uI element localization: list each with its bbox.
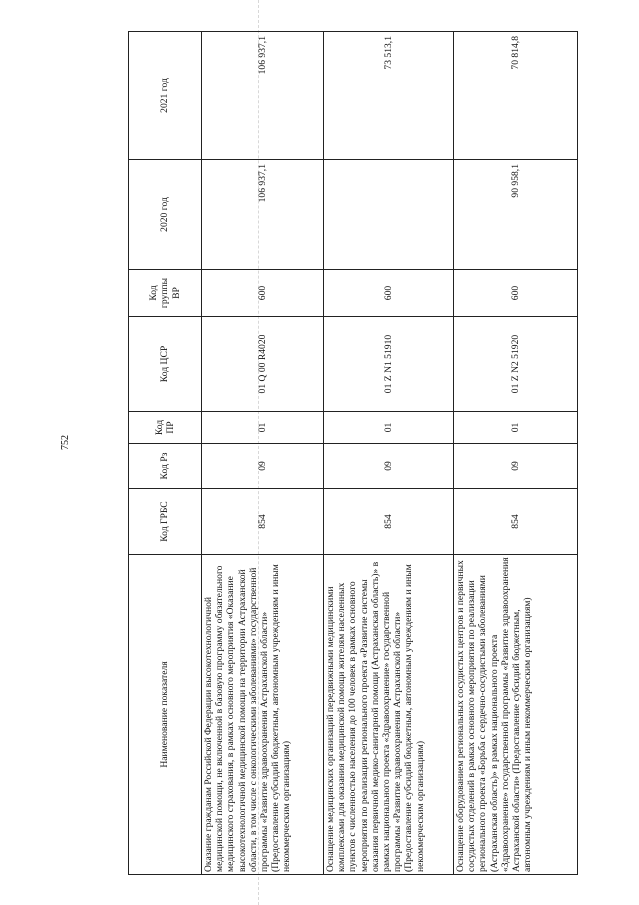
row-grbs: 854 — [324, 489, 454, 555]
row-2021: 106 937,1 — [202, 32, 324, 160]
budget-table — [128, 31, 578, 875]
header-pr: Код ПР — [129, 412, 202, 444]
table-row — [324, 32, 454, 875]
header-rz: Код Рз — [129, 444, 202, 489]
table-row — [202, 32, 324, 875]
table-wrapper — [128, 32, 576, 875]
header-name: Наименование показателя — [129, 555, 202, 875]
row-name: Оснащение оборудованием региональных сосудистых центров и первичных сосудистых отделений в рамках основного мероприятия по реализации регионального проекта «Борьба с сердечно-сосудистыми заболеваниями (Астраханская область)» в рамках национального проекта «Здравоохранение» государственной программы «Развитие здравоохранения Астраханской области» (Предоставление субсидий бюджетным, автономным учреждениям и иным некоммерческим организациям) — [454, 555, 578, 875]
row-2020: 106 937,1 — [202, 160, 324, 270]
row-pr: 01 — [454, 412, 578, 444]
row-grbs: 854 — [454, 489, 578, 555]
rotated-table-area — [128, 32, 576, 875]
row-vr: 600 — [454, 270, 578, 317]
row-csr: 01 Z N1 51910 — [324, 317, 454, 412]
header-2020: 2020 год — [129, 160, 202, 270]
row-2021: 73 513,1 — [324, 32, 454, 160]
row-csr: 01 Q 00 R4020 — [202, 317, 324, 412]
row-pr: 01 — [202, 412, 324, 444]
row-pr: 01 — [324, 412, 454, 444]
header-vr: Код группы ВР — [129, 270, 202, 317]
page-number: 752 — [60, 435, 71, 450]
row-name: Оснащение медицинских организаций передвижными медицинскими комплексами для оказания медицинской помощи жителям населенных пунктов с численностью населения до 100 человек в рамках основного мероприятия по реализации регионального проекта «Развитие системы оказания первичной медико-санитарной помощи (Астраханская область)» в рамках национального проекта «Здравоохранение» государственной программы «Развитие здравоохранения Астраханской области» (Предоставление субсидий бюджетным, автономным учреждениям и иным некоммерческим организациям) — [324, 555, 454, 875]
header-row — [129, 32, 202, 875]
row-rz: 09 — [324, 444, 454, 489]
row-2021: 70 814,8 — [454, 32, 578, 160]
header-2021: 2021 год — [129, 32, 202, 160]
row-name: Оказание гражданам Российской Федерации высокотехнологичной медицинской помощи, не включенной в базовую программу обязательного медицинского страхования, в рамках основного мероприятия «Оказание высокотехнологичной медицинской помощи на территории Астраханской области, в том числе с онкологическими заболеваниями» государственной программы «Развитие здравоохранения Астраханской области» (Предоставление субсидий бюджетным, автономным учреждениям и иным некоммерческим организациям) — [202, 555, 324, 875]
row-rz: 09 — [454, 444, 578, 489]
row-vr: 600 — [324, 270, 454, 317]
row-2020 — [324, 160, 454, 270]
row-rz: 09 — [202, 444, 324, 489]
row-csr: 01 Z N2 51920 — [454, 317, 578, 412]
row-2020: 90 958,1 — [454, 160, 578, 270]
table-row — [454, 32, 578, 875]
row-grbs: 854 — [202, 489, 324, 555]
header-grbs: Код ГРБС — [129, 489, 202, 555]
header-csr: Код ЦСР — [129, 317, 202, 412]
row-vr: 600 — [202, 270, 324, 317]
